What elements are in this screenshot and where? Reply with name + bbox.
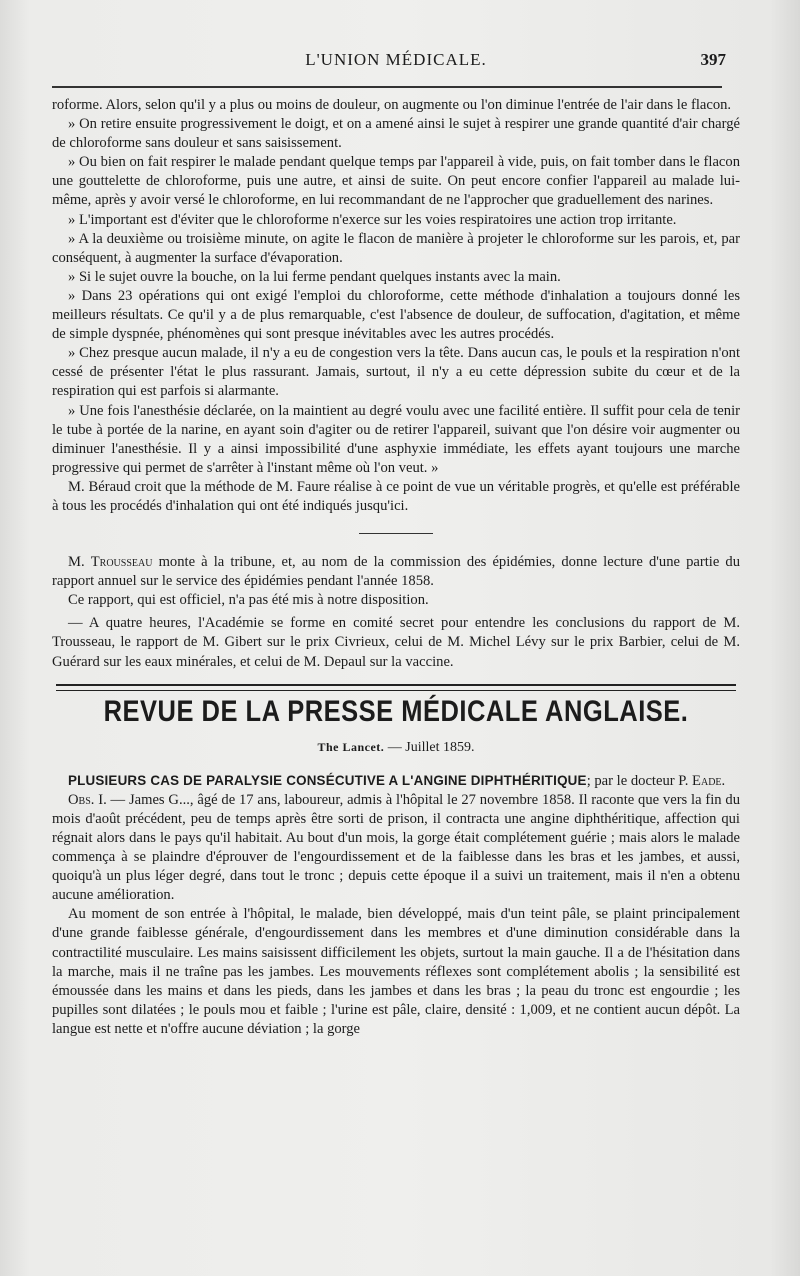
observation-text: — James G..., âgé de 17 ans, laboureur, admis à l'hôpital le 27 novembre 1858. Il raconte que vers la fin du mois d'août précédent, peu de temps après être sorti de prison, il contracta une angine diphthéritique, affection qui régnait alors dans le pays qu'il habitait. Au bout d'un mois, la gorge était complétement guérie ; mais alors le malade commença à se plaindre d'éprouver de l'engourdissement et de la faiblesse dans les bras et les jambes, et aussi, quoiqu'à un plus léger degré, dans tout le tronc ; depuis cette époque il a suivi un traitement, mais il n'en a obtenu aucune amélioration.: [52, 791, 740, 904]
paragraph: » Chez presque aucun malade, il n'y a eu de congestion vers la tête. Dans aucun cas, le pouls et la respiration n'ont cessé de présenter l'état le plus rassurant. Jamais, surtout, il n'y a eu cette dépression subite du cœur et de la respiration qui est parfois si alarmante.: [52, 345, 740, 400]
author-name: P. Eade.: [678, 772, 726, 789]
page-number: 397: [700, 50, 726, 69]
trousseau-prefix: M.: [68, 554, 91, 571]
journal-name: The Lancet.: [317, 739, 385, 754]
header-rule: [52, 86, 722, 88]
paragraph: roforme. Alors, selon qu'il y a plus ou moins de douleur, on augmente ou l'on diminue l'entrée de l'air dans le flacon.: [52, 97, 732, 113]
section-heading: REVUE DE LA PRESSE MÉDICALE ANGLAISE.: [103, 695, 689, 728]
journal-date: — Juillet 1859.: [384, 739, 475, 755]
paragraph: » Si le sujet ouvre la bouche, on la lui ferme pendant quelques instants avec la main.: [68, 268, 561, 285]
running-title: L'UNION MÉDICALE.: [305, 50, 487, 69]
trousseau-name: Trousseau: [90, 554, 153, 571]
article-title: [52, 771, 740, 791]
source-line: [52, 738, 740, 757]
running-header: [52, 50, 740, 74]
byline-prefix: ; par le docteur: [586, 772, 679, 789]
paragraph: » A la deuxième ou troisième minute, on agite le flacon de manière à projeter le chloroforme sur les parois, et, par conséquent, à augmenter la surface d'évaporation.: [52, 230, 740, 266]
paragraph: » L'important est d'éviter que le chloroforme n'exerce sur les voies respiratoires une action trop irritante.: [68, 211, 677, 228]
paragraph: » On retire ensuite progressivement le doigt, et on a amené ainsi le sujet à respirer une grande quantité d'air chargé de chloroforme sans douleur et sans saisissement.: [52, 116, 740, 152]
paragraph: » Une fois l'anesthésie déclarée, on la maintient au degré voulu avec une facilité entière. Il suffit pour cela de tenir le tube à portée de la narine, en ayant soin d'agiter ou de retirer l'appareil, suivant que l'on désire voir augmenter ou diminuer l'anesthésie. Il y a ainsi impossibilité d'une asphyxie immédiate, les effets ayant toujours une marche progressive qui permet de s'arrêter à l'instant même où l'on veut. »: [52, 402, 740, 476]
text-column: [52, 96, 740, 1039]
section-rule: [56, 684, 736, 691]
paragraph: Ce rapport, qui est officiel, n'a pas été mis à notre disposition.: [68, 592, 429, 609]
paragraph: — A quatre heures, l'Académie se forme en comité secret pour entendre les conclusions du rapport de M. Trousseau, le rapport de M. Gibert sur le prix Civrieux, celui de M. Michel Lévy sur le prix Barbier, celui de M. Guérard sur les eaux minérales, et celui de M. Depaul sur la vaccine.: [52, 615, 740, 670]
observation-paragraph: [52, 791, 740, 906]
paragraph: M. Béraud croit que la méthode de M. Faure réalise à ce point de vue un véritable progrès, et qu'elle est préférable à tous les procédés d'inhalation qui ont été indiqués jusqu'ici.: [52, 478, 740, 514]
paragraph: » Dans 23 opérations qui ont exigé l'emploi du chloroforme, cette méthode d'inhalation a toujours donné les meilleurs résultats. Ce qu'il y a de plus remarquable, c'est l'absence de douleur, de suffocation, d'agitation, et même de simple dyspnée, phénomènes qui sont presque inévitables avec les autres procédés.: [52, 287, 740, 343]
trousseau-paragraph: [52, 553, 740, 591]
paragraph: Au moment de son entrée à l'hôpital, le malade, bien développé, mais d'un teint pâle, se plaint principalement d'une grande faiblesse générale, d'engourdissement dans les membres et d'une diminution considérable dans la contractilité musculaire. Les mains saisissent difficilement les objets, surtout la main gauche. Il a de l'hésitation dans la marche, mais il ne traîne pas les jambes. Les mouvements réflexes sont complétement abolis ; la sensibilité est émoussée dans les mains et dans les pieds, dans les jambes et dans les bras ; la peau du tronc est engourdie ; les pupilles sont dilatées ; le pouls mou et faible ; l'urine est pâle, claire, densité : 1,009, et ne contient aucun dépôt. La langue est nette et n'offre aucune déviation ; la gorge: [52, 906, 740, 1037]
trousseau-text: monte à la tribune, et, au nom de la commission des épidémies, donne lecture d'une partie du rapport annuel sur le service des épidémies pendant l'année 1858.: [52, 554, 741, 590]
separator-rule: [359, 533, 433, 534]
article-title-text: PLUSIEURS CAS DE PARALYSIE CONSÉCUTIVE A L'ANGINE DIPHTHÉRITIQUE: [68, 772, 587, 788]
paragraph: » Ou bien on fait respirer le malade pendant quelque temps par l'appareil à vide, puis, on fait tomber dans le flacon une gouttelette de chloroforme, puis une autre, et ainsi de suite. On peut encore confier l'appareil au malade lui-même, après y avoir versé le chloroforme, en lui recommandant de ne l'approcher que graduellement des narines.: [52, 154, 740, 209]
observation-label: Obs. I.: [68, 791, 107, 808]
